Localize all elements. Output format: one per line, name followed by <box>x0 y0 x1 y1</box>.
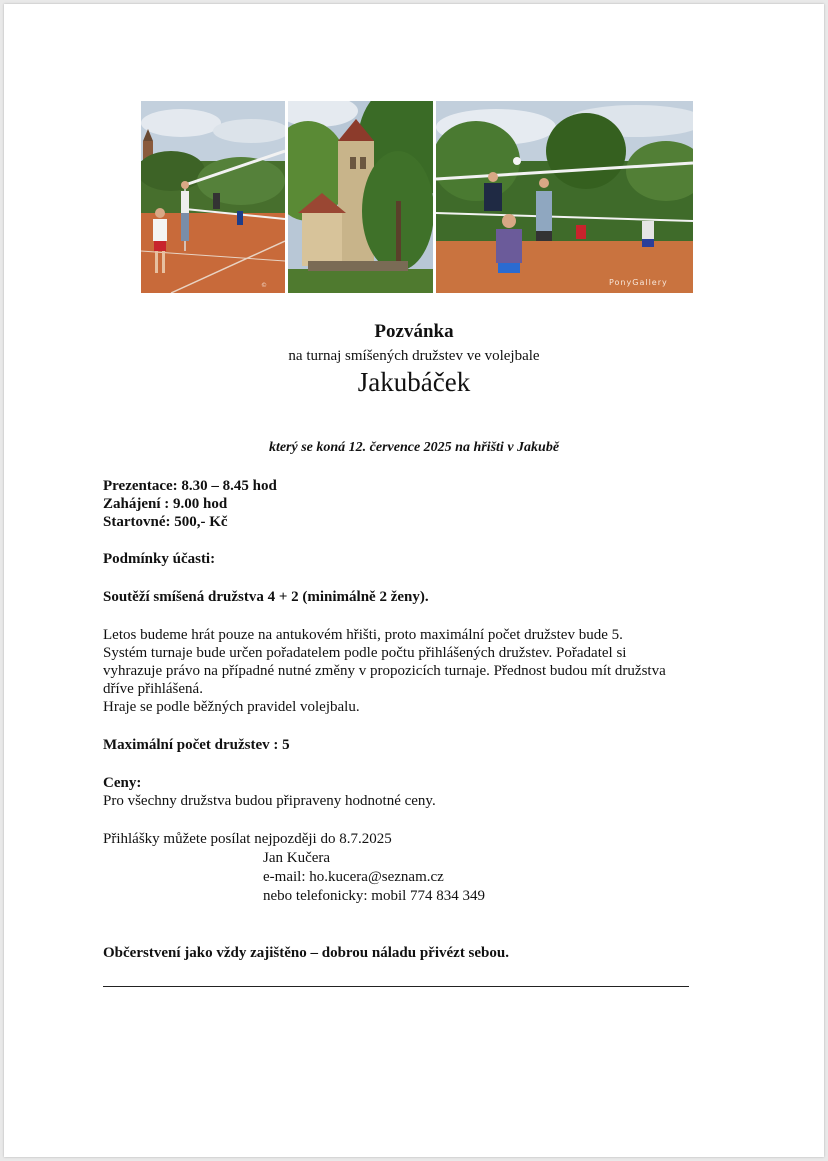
contact-email[interactable]: e-mail: ho.kucera@seznam.cz <box>263 869 444 885</box>
conditions-heading: Podmínky účasti: <box>103 551 216 567</box>
contact-name: Jan Kučera <box>263 850 331 866</box>
paragraph-line: dříve přihlášená. <box>103 681 203 697</box>
event-date-location: který se koná 12. července 2025 na hřišti v Jakubě <box>268 440 560 455</box>
start-time: Zahájení : 9.00 hod <box>103 496 228 512</box>
refreshments-note: Občerstvení jako vždy zajištěno – dobrou náladu přivézt sebou. <box>103 945 509 961</box>
church-photo <box>288 101 433 293</box>
paragraph-line: vyhrazuje právo na případné nutné změny v propozicích turnaje. Přednost budou mít družstva <box>103 663 666 679</box>
signup-deadline: Přihlášky můžete posílat nejpozději do 8.7.2025 <box>103 831 392 847</box>
entry-fee: Startovné: 500,- Kč <box>103 514 228 530</box>
paragraph-line: Letos budeme hrát pouze na antukovém hřišti, proto maximální počet družstev bude 5. <box>103 627 623 643</box>
paragraph-line: Systém turnaje bude určen pořadatelem podle počtu přihlášených družstev. Pořadatel si <box>103 645 627 661</box>
registration-time: Prezentace: 8.30 – 8.45 hod <box>103 478 277 494</box>
photo-strip <box>141 101 693 293</box>
invitation-title: Pozvánka <box>374 321 454 342</box>
contact-phone: nebo telefonicky: mobil 774 834 349 <box>263 888 486 904</box>
svg-text:©: © <box>261 282 267 289</box>
max-teams: Maximální počet družstev : 5 <box>103 737 290 753</box>
event-name: Jakubáček <box>357 367 471 397</box>
document-page <box>4 4 824 1157</box>
volleyball-net-photo <box>436 101 693 293</box>
team-format: Soutěží smíšená družstva 4 + 2 (minimálně 2 ženy). <box>103 589 429 605</box>
prizes-heading: Ceny: <box>103 775 142 791</box>
paragraph-line: Hraje se podle běžných pravidel volejbalu. <box>103 699 360 715</box>
volleyball-court-photo <box>141 101 285 293</box>
footer-divider <box>103 986 689 987</box>
invitation-subtitle: na turnaj smíšených družstev ve volejbale <box>288 348 540 364</box>
photo-watermark: PonyGallery <box>609 278 668 287</box>
prizes-text: Pro všechny družstva budou připraveny hodnotné ceny. <box>103 793 436 809</box>
